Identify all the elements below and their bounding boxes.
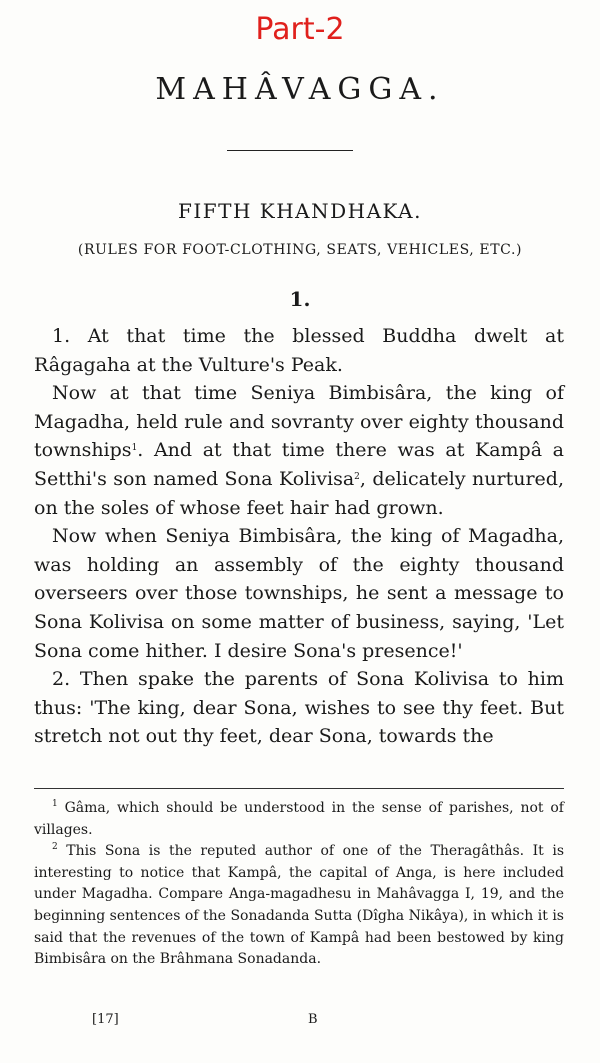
chapter-subtitle: (RULES FOR FOOT-CLOTHING, SEATS, VEHICLES, ETC.) (77, 242, 523, 258)
footnote-text: Gâma, which should be understood in the sense of parishes, not of villages. (34, 800, 564, 838)
paragraph-text: , delicately nurtured, on the soles of whose feet hair had grown. (34, 467, 564, 519)
paragraph-4 (34, 665, 564, 751)
footnote-text: This Sona is the reputed author of one of the Theragâthâs. It is interesting to notice that Kampâ, the capital of Anga, is here included under Magadha. Compare Anga-magadhesu in Mahâvagga I, 19, and the beginning sentences of the Sonadanda Sutta (Dîgha Nikâya), in which it is said that the revenues of the town of Kampâ had been bestowed by king Bimbisâra on the Brâhmana Sonadanda. (34, 843, 565, 968)
paragraph-1 (34, 322, 564, 379)
paragraph-text: . And at that time there was at Kampâ a Setthi's son named Sona Kolivisa (34, 439, 564, 490)
paragraph-3 (34, 522, 564, 665)
footnote-2 (34, 841, 564, 971)
page-footer (0, 1012, 600, 1036)
footnote-rule (34, 788, 564, 789)
title-rule (227, 150, 353, 151)
paragraph-text: Then spake the parents of Sona Kolivisa to him thus: 'The king, dear Sona, wishes to see thy feet. But stretch not out thy feet, dear Sona, towards the (34, 668, 564, 748)
footnote-ref-2[interactable]: 2 (354, 471, 360, 482)
section-number: 1. (289, 287, 311, 311)
paragraph-text: At that time the blessed Buddha dwelt at Râgagaha at the Vulture's Peak. (34, 325, 564, 376)
footnote-ref-1[interactable]: 1 (131, 443, 138, 454)
signature-mark: B (308, 1012, 318, 1027)
footnote-marker: 1 (52, 799, 58, 809)
footnote-marker: 2 (52, 842, 58, 853)
volume-page-code: [17] (92, 1012, 119, 1027)
book-title: MAHÂVAGGA. (155, 72, 445, 107)
paragraph-text: Now when Seniya Bimbisâra, the king of Magadha, was holding an assembly of the eighty thousand overseers over those townships, he sent a message to Sona Kolivisa on some matter of business, saying, 'Let Sona come hither. I desire Sona's presence!' (34, 525, 564, 662)
body-text (34, 322, 564, 751)
paragraph-number: 2. (52, 668, 71, 691)
footnote-1 (34, 798, 564, 841)
chapter-title: FIFTH KHANDHAKA. (178, 199, 422, 223)
footnotes (34, 798, 564, 971)
paragraph-number: 1. (52, 325, 71, 347)
paragraph-2 (34, 379, 564, 522)
paragraph-text: Now at that time Seniya Bimbisâra, the king of Magadha, held rule and sovranty over eighty thousand townships (34, 382, 564, 462)
part-label: Part-2 (255, 12, 345, 47)
